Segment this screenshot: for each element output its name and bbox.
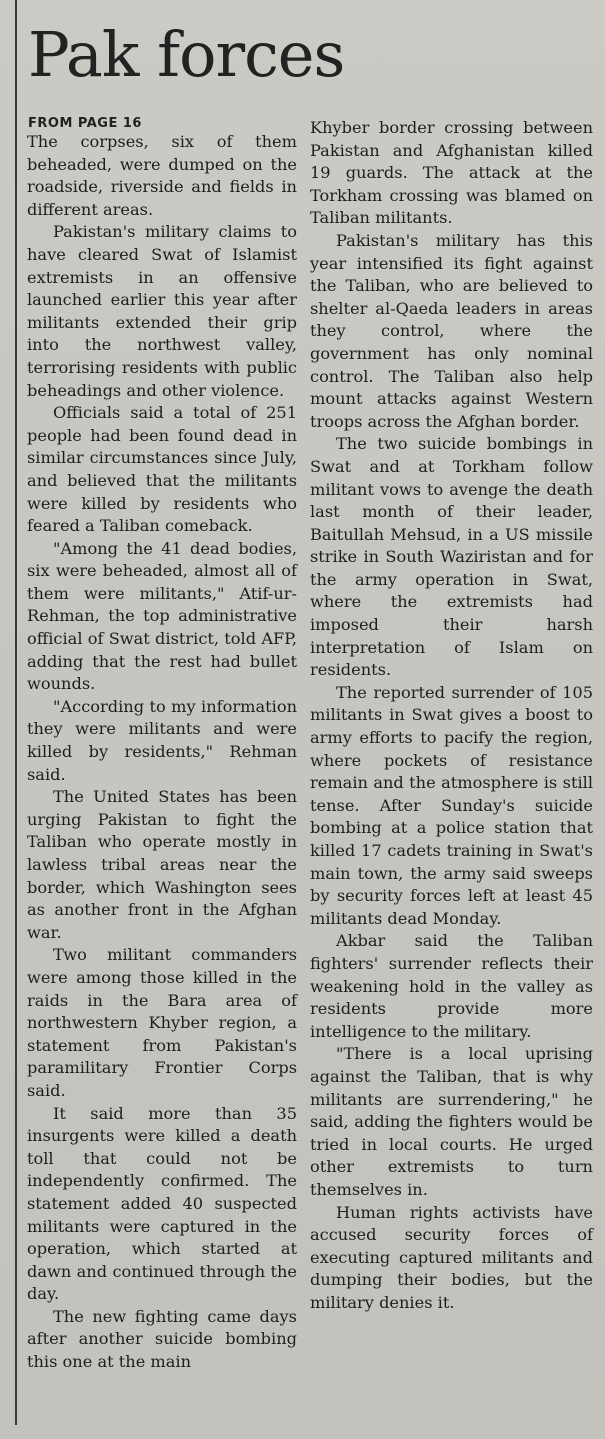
paragraph: "Among the 41 dead bodies, six were beheaded, almost all of them were militants," Atif-ur-Rehman, the top administrative official of Swat district, told AFP, adding that the rest had bullet wounds. [27, 538, 297, 694]
paragraph: Pakistan's military claims to have cleared Swat of Islamist extremists in an offensive launched earlier this year after militants extended their grip into the northwest valley, terrorising residents with public beheadings and other violence. [27, 222, 297, 400]
right-column [310, 117, 593, 1314]
paragraph: It said more than 35 insurgents were killed a death toll that could not be independently confirmed. The statement added 40 suspected militants were captured in the operation, which started at dawn and continued through the day. [27, 1103, 297, 1304]
paragraph: Pakistan's military has this year intensified its fight against the Taliban, who are believed to shelter al-Qaeda leaders in areas they control, where the government has only nominal control. The Taliban also help mount attacks against Western troops across the Afghan border. [310, 230, 593, 431]
left-column [27, 131, 297, 1374]
paragraph: "There is a local uprising against the Taliban, that is why militants are surrendering," he said, adding the fighters would be tried in local courts. He urged other extremists to turn themselves in. [310, 1044, 593, 1199]
paragraph: The corpses, six of them beheaded, were dumped on the roadside, riverside and fields in different areas. [27, 132, 297, 219]
paragraph: The new fighting came days after another suicide bombing this one at the main [27, 1306, 297, 1372]
paragraph: The reported surrender of 105 militants in Swat gives a boost to army efforts to pacify the region, where pockets of resistance remain and the atmosphere is still tense. After Sunday's suicide bombing at a police station that killed 17 cadets training in Swat's main town, the army said sweeps by security forces left at least 45 militants dead Monday. [310, 682, 593, 928]
paragraph: Two militant commanders were among those killed in the raids in the Bara area of northwestern Khyber region, a statement from Pakistan's paramilitary Frontier Corps said. [27, 945, 297, 1100]
paragraph: The two suicide bombings in Swat and at Torkham follow militant vows to avenge the death last month of their leader, Baitullah Mehsud, in a US missile strike in South Waziristan and for the army operation in Swat, where the extremists had imposed their harsh interpretation of Islam on residents. [310, 434, 593, 680]
paragraph: Human rights activists have accused security forces of executing captured militants and dumping their bodies, but the military denies it. [310, 1202, 593, 1312]
paragraph: The United States has been urging Pakistan to fight the Taliban who operate mostly in lawless tribal areas near the border, which Washington sees as another front in the Afghan war. [27, 787, 297, 942]
paragraph: Officials said a total of 251 people had been found dead in similar circumstances since July, and believed that the militants were killed by residents who feared a Taliban comeback. [27, 403, 297, 536]
paragraph: "According to my information they were militants and were killed by residents," Rehman said. [27, 696, 297, 784]
column-rule [15, 0, 17, 1425]
continuation-kicker: FROM PAGE 16 [28, 116, 142, 131]
headline: Pak forces [28, 18, 345, 91]
paragraph: Akbar said the Taliban fighters' surrender reflects their weakening hold in the valley as residents provide more intelligence to the military. [310, 931, 593, 1041]
paragraph: Khyber border crossing between Pakistan and Afghanistan killed 19 guards. The attack at the Torkham crossing was blamed on Taliban militants. [310, 118, 593, 228]
